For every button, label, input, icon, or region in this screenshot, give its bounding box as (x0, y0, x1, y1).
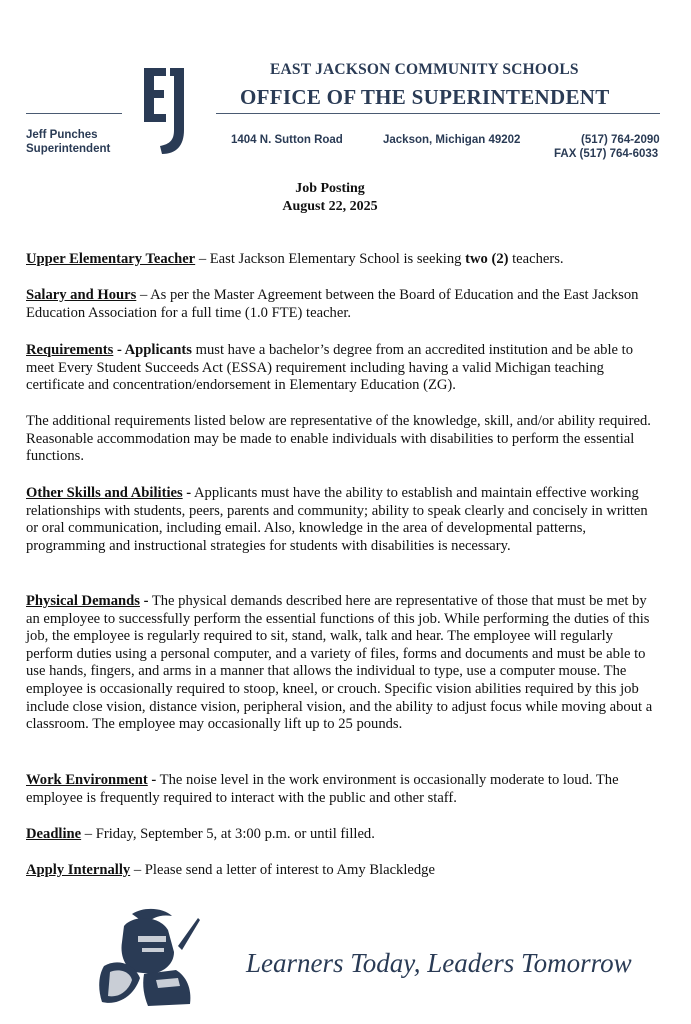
header-right-rule (216, 113, 660, 114)
district-name: EAST JACKSON COMMUNITY SCHOOLS (270, 61, 579, 78)
posting-title-block (0, 180, 660, 216)
requirements-heading: Requirements (26, 342, 114, 358)
ej-logo (140, 66, 196, 156)
skills-heading: Other Skills and Abilities (26, 485, 183, 501)
fax-number: FAX (517) 764-6033 (554, 148, 659, 160)
apply-paragraph: Apply Internally – Please send a letter of interest to Amy Blackledge (26, 862, 435, 878)
deadline-heading: Deadline (26, 826, 82, 842)
city-address: Jackson, Michigan 49202 (383, 134, 521, 146)
phone-number: (517) 764-2090 (581, 134, 660, 146)
knight-mascot-icon (94, 906, 204, 1012)
salary-heading: Salary and Hours (26, 287, 137, 303)
environment-heading: Work Environment (26, 772, 148, 788)
street-address: 1404 N. Sutton Road (231, 134, 343, 146)
superintendent-title: Superintendent (26, 143, 111, 155)
superintendent-block (26, 128, 110, 156)
physical-heading: Physical Demands (26, 593, 140, 609)
school-motto: Learners Today, Leaders Tomorrow (246, 948, 632, 978)
additional-paragraph: The additional requirements listed below are representative of the knowledge, skill, and/or ability required. Reasonable accommodation may be made to enable individuals with disabilities to perform the essential functions. (26, 413, 651, 465)
deadline-paragraph: Deadline – Friday, September 5, at 3:00 p.m. or until filled. (26, 826, 375, 842)
posting-date: August 22, 2025 (282, 199, 378, 214)
header-left-rule (26, 113, 122, 114)
office-title: OFFICE OF THE SUPERINTENDENT (240, 85, 610, 109)
position-heading: Upper Elementary Teacher (26, 251, 196, 267)
position-paragraph: Upper Elementary Teacher – East Jackson Elementary School is seeking two (2) teachers. (26, 251, 564, 267)
requirements-paragraph: Requirements - Applicants must have a bachelor’s degree from an accredited institution and be able to meet Every Student Succeeds Act (ESSA) requirement including having a valid Michigan teaching certificate and concentration/endorsement in Elementary Education (ZG). (26, 342, 633, 394)
skills-paragraph: Other Skills and Abilities - Applicants must have the ability to establish and maintain effective working relationships with students, peers, parents and community; ability to speak clearly and concisely in written or oral communication, including email. Also, knowledge in the area of developmental patterns, programming and instructional strategies for students with disabilities is necessary. (26, 485, 648, 554)
superintendent-name: Jeff Punches (26, 129, 98, 141)
posting-title: Job Posting (295, 181, 365, 196)
physical-paragraph: Physical Demands - The physical demands described here are representative of those that must be met by an employee to successfully perform the essential functions of this job. While performing the duties of this job, the employee is regularly required to sit, stand, walk, talk and hear. The employee will regularly perform duties using a personal computer, and a variety of files, forms and documents and must be able to use hands, fingers, and arms in a manner that allows the individual to type, use a computer mouse. The employee is occasionally required to stoop, kneel, or crouch. Specific vision abilities required by this job include close vision, distance vision, peripheral vision, and the ability to adjust focus while moving about a classroom. The employee may occasionally lift up to 25 pounds. (26, 593, 653, 733)
apply-heading: Apply Internally (26, 862, 131, 878)
salary-paragraph: Salary and Hours – As per the Master Agreement between the Board of Education and the East Jackson Education Association for a full time (1.0 FTE) teacher. (26, 287, 639, 321)
environment-paragraph: Work Environment - The noise level in the work environment is occasionally moderate to loud. The employee is frequently required to interact with the public and other staff. (26, 772, 619, 806)
